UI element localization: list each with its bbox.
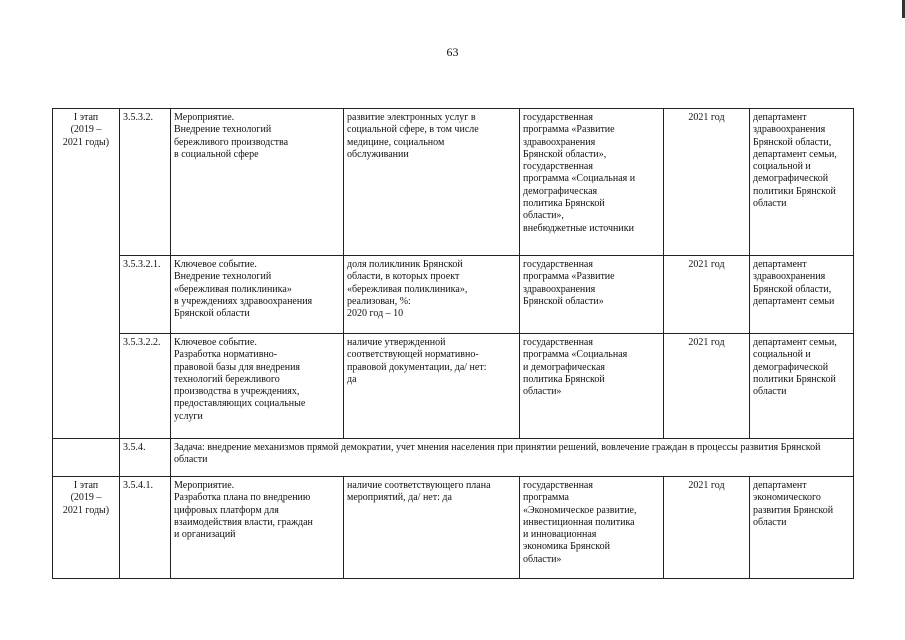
item-number: 3.5.4. [120,439,171,477]
stage-cell: I этап (2019 – 2021 годы) [53,109,120,439]
table-row [53,109,854,256]
indicator-cell: доля поликлиник Брянской области, в которых проект «бережливая поликлиника», реализован, %: 2020 год – 10 [344,256,520,334]
program-cell: государственная программа «Социальная и демографическая политика Брянской области» [520,334,664,439]
responsible-cell: департамент здравоохранения Брянской области, департамент семьи, социальной и демографической политики Брянской области [750,109,854,256]
item-number: 3.5.4.1. [120,477,171,579]
plan-table [52,108,854,579]
responsible-cell: департамент здравоохранения Брянской области, департамент семьи [750,256,854,334]
indicator-cell: развитие электронных услуг в социальной сфере, в том числе медицине, социальном обслуживании [344,109,520,256]
program-cell: государственная программа «Развитие здравоохранения Брянской области», государственная программа «Социальная и демографическая политика Брянской области», внебюджетные источники [520,109,664,256]
program-cell: государственная программа «Экономическое развитие, инвестиционная политика и инновационная экономика Брянской области» [520,477,664,579]
program-cell: государственная программа «Развитие здравоохранения Брянской области» [520,256,664,334]
event-cell: Мероприятие. Разработка плана по внедрению цифровых платформ для взаимодействия власти, граждан и организаций [171,477,344,579]
table-row [53,334,854,439]
table-row [53,256,854,334]
term-cell: 2021 год [664,256,750,334]
event-cell: Ключевое событие. Внедрение технологий «бережливая поликлиника» в учреждениях здравоохранения Брянской области [171,256,344,334]
stage-cell: I этап (2019 – 2021 годы) [53,477,120,579]
event-cell: Мероприятие. Внедрение технологий бережливого производства в социальной сфере [171,109,344,256]
task-cell: Задача: внедрение механизмов прямой демократии, учет мнения населения при принятии решений, вовлечение граждан в процессы развития Брянской области [171,439,854,477]
task-row [53,439,854,477]
indicator-cell: наличие утвержденной соответствующей нормативно- правовой документации, да/ нет: да [344,334,520,439]
term-cell: 2021 год [664,109,750,256]
stage-cell-empty [53,439,120,477]
page-number: 63 [446,45,459,59]
responsible-cell: департамент экономического развития Брянской области [750,477,854,579]
item-number: 3.5.3.2.1. [120,256,171,334]
table-row [53,477,854,579]
term-cell: 2021 год [664,477,750,579]
indicator-cell: наличие соответствующего плана мероприятий, да/ нет: да [344,477,520,579]
item-number: 3.5.3.2. [120,109,171,256]
event-cell: Ключевое событие. Разработка нормативно- правовой базы для внедрения технологий бережливого производства в учреждениях, предоставляющих социальные услуги [171,334,344,439]
responsible-cell: департамент семьи, социальной и демографической политики Брянской области [750,334,854,439]
item-number: 3.5.3.2.2. [120,334,171,439]
term-cell: 2021 год [664,334,750,439]
